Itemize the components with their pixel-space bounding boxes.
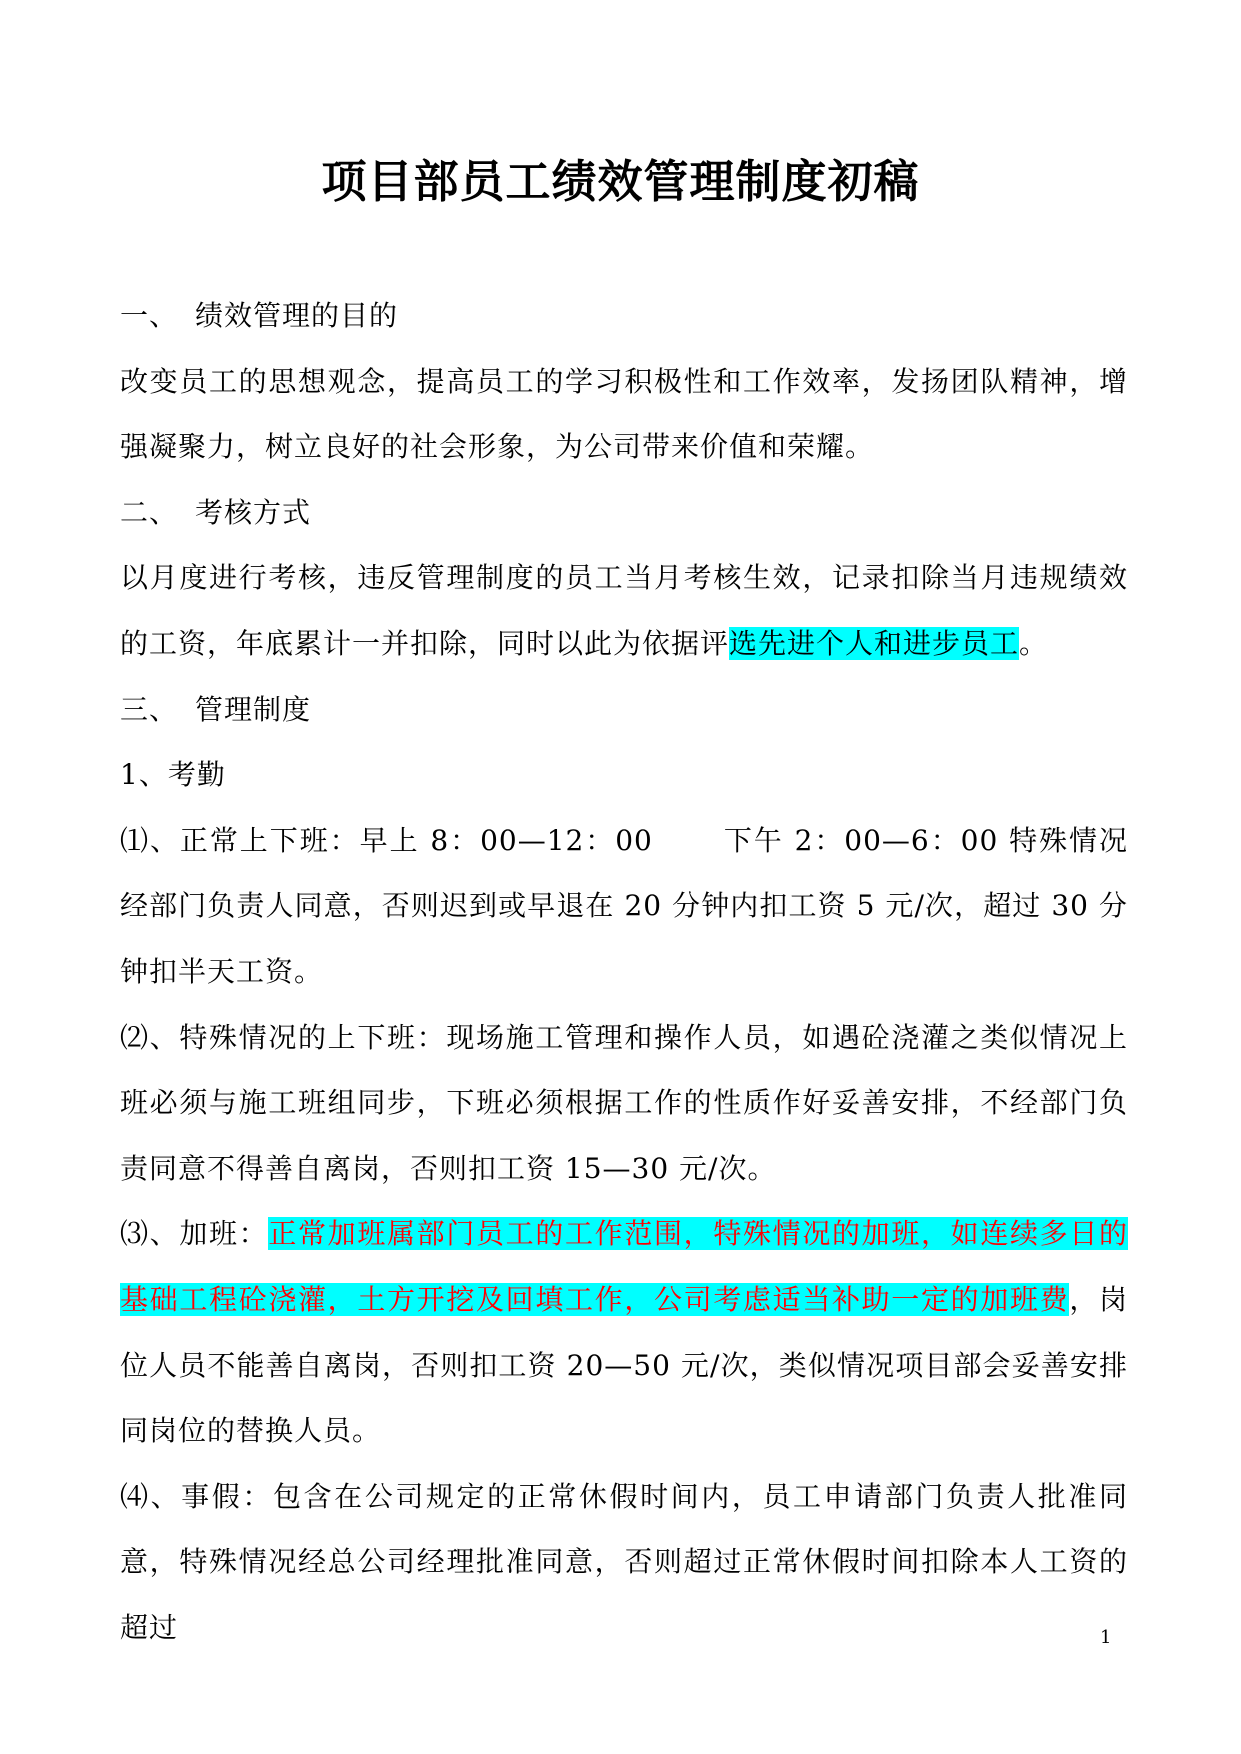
rule-item-text-cont: 下午 2：00—6：00 特殊情况经部门负责人同意，否则迟到或早退在 20 分钟内扣工资 5 元/次，超过 30 分钟扣半天工资。 — [120, 823, 1128, 988]
rule-item-text: ⑴、正常上下班：早上 8：00—12：00 — [120, 823, 653, 857]
section-number: 三、 — [120, 692, 179, 726]
subheading-attendance: 1、考勤 — [120, 758, 226, 792]
section-number: 一、 — [120, 299, 179, 332]
rule-item-text-cont: ，岗位人员不能善自离岗，否则扣工资 20—50 元/次，类似情况项目部会妥善安排同岗位的替换人员。 — [120, 1282, 1128, 1448]
section-number: 二、 — [120, 495, 179, 529]
paragraph-text-end: 。 — [1019, 626, 1049, 660]
page-number: 1 — [1100, 1627, 1112, 1648]
section-heading-text: 绩效管理的目的 — [195, 299, 399, 332]
paragraph-text: 以月度进行考核，违反管理制度的员工当月考核生效，记录扣除当月违规绩效的工资，年底累计一并扣除，同时以此为依据评 — [120, 561, 1128, 660]
section-heading-1 — [120, 283, 1128, 349]
section-heading-2 — [120, 480, 1128, 546]
section-paragraph-2 — [120, 545, 1128, 676]
document-body — [120, 283, 1128, 1660]
rule-item-2: ⑵、特殊情况的上下班：现场施工管理和操作人员，如遇砼浇灌之类似情况上班必须与施工班组同步，下班必须根据工作的性质作好妥善安排，不经部门负责同意不得善自离岗，否则扣工资 15—30 元/次。 — [120, 1020, 1128, 1185]
section-paragraph-1: 改变员工的思想观念，提高员工的学习积极性和工作效率，发扬团队精神，增强凝聚力，树立良好的社会形象，为公司带来价值和荣耀。 — [120, 364, 1128, 464]
rule-item-prefix: ⑶、加班： — [120, 1217, 269, 1251]
rule-item-4: ⑷、事假：包含在公司规定的正常休假时间内，员工申请部门负责人批准同意，特殊情况经总公司经理批准同意，否则超过正常休假时间扣除本人工资的超过 — [120, 1479, 1128, 1644]
document-title: 项目部员工绩效管理制度初稿 — [321, 155, 920, 208]
section-heading-text: 考核方式 — [195, 495, 312, 529]
section-heading-text: 管理制度 — [195, 692, 312, 726]
rule-item-1 — [120, 808, 1128, 1005]
highlighted-red-text: 正常加班属部门员工的工作范围，特殊情况的加班，如连续多日的基础工程砼浇灌，土方开挖及回填工作，公司考虑适当补助一定的加班费 — [120, 1217, 1128, 1316]
section-heading-3 — [120, 677, 1128, 743]
rule-item-3 — [120, 1201, 1128, 1463]
highlighted-text: 选先进个人和进步员工 — [729, 626, 1020, 660]
